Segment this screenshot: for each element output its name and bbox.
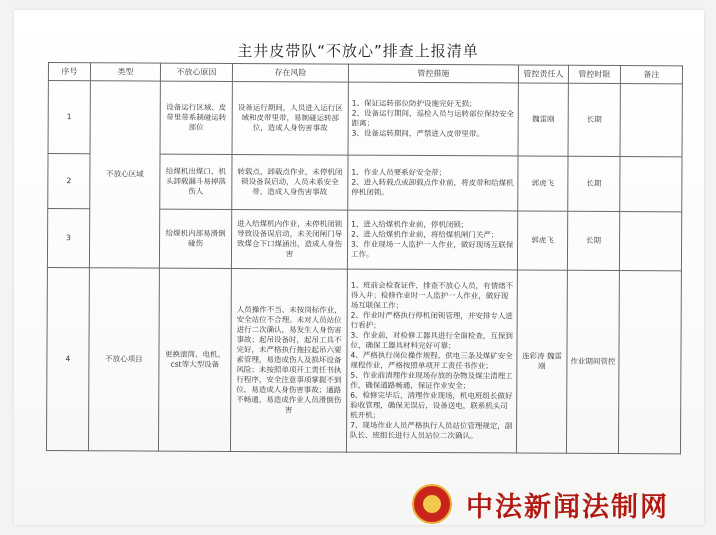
table-row bbox=[48, 81, 682, 157]
row-person: 连彩涛 魏雷刚 bbox=[516, 270, 567, 453]
row-note bbox=[619, 211, 681, 270]
row-note bbox=[618, 270, 681, 453]
header-no: 序号 bbox=[48, 63, 90, 81]
row-category: 不放心项目 bbox=[88, 268, 159, 451]
row-reason: 给煤机内部易滑倒碰伤 bbox=[159, 209, 231, 268]
row-limit: 长期 bbox=[567, 211, 619, 270]
header-measures: 管控措施 bbox=[348, 64, 518, 83]
watermark bbox=[412, 480, 712, 528]
watermark-text: 中法新闻法制网 bbox=[466, 491, 669, 523]
row-reason: 更换滚筒、电机、cst等大型设备 bbox=[158, 268, 231, 451]
row-measures bbox=[348, 82, 518, 156]
row-limit: 长期 bbox=[568, 83, 620, 156]
header-type: 类型 bbox=[90, 63, 160, 81]
measure-item: 2、作业时严格执行停机闭锁管理，并安排专人进行看护； bbox=[350, 310, 513, 330]
measure-item: 6、检修完毕后，清理作业现场，机电班组长做好验收管理，确保无误后，设备送电，联系机头司机开机； bbox=[350, 390, 513, 420]
header-person: 管控责任人 bbox=[518, 65, 568, 83]
header-limit: 管控时限 bbox=[568, 65, 620, 83]
document-title: 主井皮带队“不放心”排查上报清单 bbox=[237, 42, 479, 60]
row-limit: 长期 bbox=[568, 156, 620, 211]
measure-item: 3、作业前，对检修工器具进行全面检查，互保到位，确保工器具材料完好可靠； bbox=[350, 330, 513, 351]
row-limit: 作业期间管控 bbox=[566, 270, 619, 453]
row-category: 不放心区域 bbox=[89, 81, 160, 268]
row-no: 1 bbox=[48, 81, 90, 154]
row-no: 4 bbox=[46, 267, 89, 450]
measure-item: 2、进入转载点或卸载点作业前，将皮带和给煤机停机闭锁。 bbox=[351, 177, 514, 197]
header-reason: 不放心原因 bbox=[160, 63, 232, 81]
row-measures bbox=[348, 155, 518, 211]
measure-item: 7、现场作业人员严格执行人员站位管理规定，副队长、班组长进行人员站位二次确认。 bbox=[350, 420, 513, 441]
row-risk: 进入给煤机内作业，未停机闭锁导致设备误启动，未关闭闸门导致煤仓下口煤涌出，造成人身伤害 bbox=[231, 209, 347, 269]
measure-item: 4、严格执行岗位操作规程、供电三条及煤矿安全规程作业，严格按照单项开工责任书作业； bbox=[350, 350, 513, 371]
measure-item: 1、作业人员要系好安全带； bbox=[351, 167, 447, 178]
row-measures bbox=[346, 269, 517, 453]
row-person: 郭虎飞 bbox=[517, 211, 567, 270]
row-person: 魏雷刚 bbox=[518, 83, 568, 156]
row-reason: 给煤机出煤口、机头卸载漏斗易掉落伤人 bbox=[160, 154, 232, 209]
row-note bbox=[620, 156, 682, 211]
measure-item: 2、设备运行期间，巡检人员与运转部位保持安全距离； bbox=[351, 108, 515, 128]
header-risk: 存在风险 bbox=[232, 63, 348, 82]
row-note bbox=[620, 83, 682, 156]
header-note: 备注 bbox=[620, 65, 682, 83]
row-measures bbox=[347, 210, 517, 270]
table-row bbox=[46, 267, 681, 453]
measure-item: 1、班前会检查证件，排查不放心人员，有情绪不得入井；检修作业时一人监护一人作业，做好现场互联保工作； bbox=[350, 280, 514, 310]
measure-item: 2、进入给煤机作业前，将给煤机闸门关严； bbox=[351, 229, 499, 240]
measure-item: 3、作业现场一人监护一人作业，做好现场互联保工作。 bbox=[350, 239, 514, 259]
row-risk: 转载点、卸载点作业，未停机闭锁设备误启动，人员未系安全带，造成人身伤害事故 bbox=[232, 154, 348, 210]
row-risk: 设备运行期间，人员进入运行区域和皮带里带，易制碰运转部位，造成人身伤害事故 bbox=[232, 81, 348, 155]
measure-item: 1、进入给煤机作业前，停机闭锁； bbox=[351, 219, 469, 230]
measure-item: 3、设备运转期间，严禁进入皮带里带。 bbox=[351, 128, 484, 139]
measure-item: 1、保证运转部位防护设施完好无损； bbox=[351, 98, 477, 109]
inspection-table bbox=[46, 62, 683, 454]
row-reason: 设备运行区域、皮带里带系制碰运转部位 bbox=[160, 81, 232, 154]
row-no: 3 bbox=[47, 209, 89, 268]
row-no: 2 bbox=[48, 154, 90, 209]
logo-seal-icon bbox=[412, 484, 452, 524]
row-person: 郭虎飞 bbox=[518, 156, 568, 211]
measure-item: 5、作业前清理作业现场存放的杂物及煤尘清理工作，确保道路畅通，保证作业安全； bbox=[350, 370, 513, 391]
row-risk: 人员操作不当、未按岗标作业，安全站位不合理。未对人员站位进行二次确认，易发生人身伤害事故；起吊设备时，起吊工具不完好，未严格执行拖拉起吊六要素管理，易造成伤人及损坏设备风险；未按照单项开工责任书执行程序，安全注意事项掌握不到位，易造成人身伤害事故；通路不畅通，易造成作业人员滑倒伤害 bbox=[230, 268, 347, 452]
